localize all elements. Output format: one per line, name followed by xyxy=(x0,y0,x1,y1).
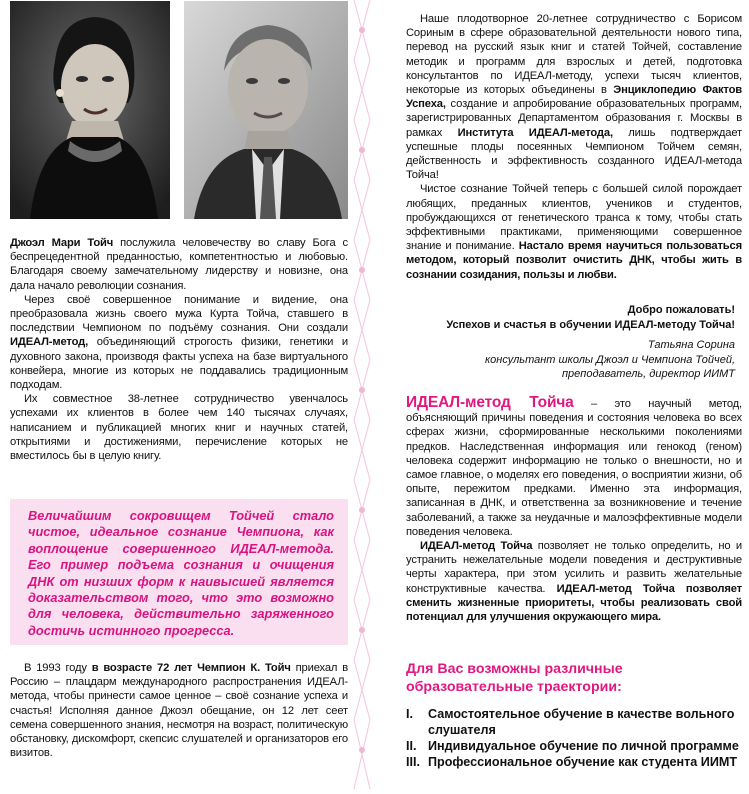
welcome-block xyxy=(446,303,735,332)
text-span: приехал в Россию – плацдарм международного распространения ИДЕАЛ-метода, чтобы принести самое ценное – своё сознание успеха и счастья! Исполняя данное Джоэл обещание, он 12 лет сеет семена совершенного знания, несмотря на возраст, политическую обстановку, дискомфорт, скепсис слушателей и организаторов его визитов. xyxy=(10,662,348,760)
paragraph-1993 xyxy=(10,661,348,760)
right-text-block-1 xyxy=(406,12,742,282)
paragraph-method-benefits xyxy=(406,539,742,624)
signature-name: Татьяна Сорина xyxy=(647,339,735,351)
signature-role-2: преподаватель, директор ИИМТ xyxy=(562,368,735,380)
bold-span: ИДЕАЛ-метод Тойча позволяет сменить жизненные приоритеты, чтобы реализовать свой потенциал для улучшения окружающего мира. xyxy=(406,582,743,624)
list-item xyxy=(406,706,746,738)
text-span: создание и апробирование образовательных программ, зарегистрированных Департаментом образования г. Москвы в рамках xyxy=(406,98,742,139)
text-span: – это научный метод, объясняющий причины поведения и состояния человека во всех сферах жизни, сформированные несколькими поколениями предков. Наследственная информация или генокод (геном) человека содержит информацию не только о внешности, но и самое главное, о моделях его поведения, о восприятии жизни, об опыте, пережитом предками. Именно эта информация, записанная в ДНК, и ответственна за возникновение и течение заболеваний, а также за неудачные и малоэффективные модели поведения человека. xyxy=(406,398,742,538)
text-span: позволяет не только определить, но и устранить нежелательные модели поведения и деструктивные черты характера, при этом усилить и развить желательные конструктивные качества. xyxy=(406,540,742,595)
list-item xyxy=(406,754,746,770)
bold-span: ИДЕАЛ-метод Тойча xyxy=(420,540,533,553)
quote-box xyxy=(10,499,348,645)
decorative-dna-pattern xyxy=(352,0,372,789)
paragraph-method-definition xyxy=(406,396,742,539)
joel-name: Джоэл Мари Тойч xyxy=(10,237,114,249)
welcome-text: Добро пожаловать! xyxy=(627,304,735,316)
quote-text: Величайшим сокровищем Тойчей стало чистое, идеальное сознание Чемпиона, как воплощение совершенного ИДЕАЛ-метода. Его пример подъема сознания и очищения ДНК от низших форм к наивысшей является доказательством того, что это возможно для человека, действительно заряженного достичь истинного прогресса. xyxy=(28,508,334,638)
item-text: Профессиональное обучение как студента ИИМТ xyxy=(428,755,738,769)
item-number: III. xyxy=(406,755,420,769)
item-text: Индивидуальное обучение по личной программе xyxy=(428,739,739,753)
text-span: Наше плодотворное 20-летнее сотрудничество с Борисом Сориным в сфере образовательной деятельности нового типа, перевод на русский язык книг и статей Тойчей, составление методик и программ для взрослых и детей, подготовка консультантов по ИДЕАЛ-методу, успехи тысяч клиентов, некоторые из которых объединены в xyxy=(406,13,742,97)
paragraph-cooperation: Их совместное 38-летнее сотрудничество увенчалось успехами их клиентов в более чем 140 тысячах случаях, написанием и публикацией многих книг и научных статей, открытиями и достижениями, перечисление которых не вместилось бы в целую книгу. xyxy=(10,393,348,463)
left-text-block-1 xyxy=(10,236,348,463)
trajectories-heading: Для Вас возможны различные образовательные траектории: xyxy=(406,661,623,695)
photo-kurt-toich xyxy=(184,1,348,219)
paragraph-sorin xyxy=(406,12,742,182)
item-number: I. xyxy=(406,707,413,721)
trajectories-list xyxy=(406,706,746,770)
signature-role-1: консультант школы Джоэл и Чемпиона Тойчей, xyxy=(484,353,735,366)
bold-span: Энциклопедию Фактов Успеха, xyxy=(406,84,743,111)
right-text-block-2 xyxy=(406,396,742,624)
bold-span: Настало время научиться пользоваться методом, который позволит очистить ДНК, чтобы жить в сознании созидания, пользы и любви. xyxy=(406,240,742,281)
left-text-block-2 xyxy=(10,661,348,760)
item-text: Самостоятельное обучение в качестве вольного слушателя xyxy=(428,707,735,737)
paragraph-pure-consciousness xyxy=(406,182,742,281)
bold-span: Института ИДЕАЛ-метода, xyxy=(457,126,613,139)
bold-span: в возрасте 72 лет Чемпион К. Тойч xyxy=(91,662,291,674)
text-span: объединяющий строгость физики, генетики и духовного закона, производя факты успеха на базе виртуального конвейера, многие из которых не поддавались традиционным подходам. xyxy=(10,336,348,392)
text-span: лишь подтверждает успешные плоды посеянных Чемпионом Тойчем семян, действенность и эффективность созданного ИДЕАЛ-метода Тойча! xyxy=(406,126,743,182)
text-span: Чистое сознание Тойчей теперь с большей силой порождает любящих, преданных клиентов, учеников и студентов, пробуждающихся от генетического транса к тому, чтобы стать эффективными практиками, применяющими совершенное знание и понимание. xyxy=(406,183,742,253)
item-number: II. xyxy=(406,739,417,753)
paragraph-joel xyxy=(10,236,348,293)
text-span: В 1993 году xyxy=(24,662,92,674)
list-item xyxy=(406,738,746,754)
text-span: Через своё совершенное понимание и видение, она преобразовала жизнь своего мужа Курта Тойча, ставшего в последствии Чемпионом по подъёму сознания. Они создали xyxy=(10,293,348,335)
paragraph-method-creation xyxy=(10,293,348,392)
bold-span: ИДЕАЛ-метод, xyxy=(10,336,89,349)
photo-joel-mari-toich xyxy=(10,1,170,219)
method-title: ИДЕАЛ-метод Тойча xyxy=(406,394,574,411)
signature-block xyxy=(485,338,735,382)
joel-text: послужила человечеству во славу Бога с беспрецедентной преданностью, компетентностью и любовью. Благодаря своему замечательному лидерству и новизне, она дала начало революции сознания. xyxy=(10,237,348,292)
wish-text: Успехов и счастья в обучении ИДЕАЛ-методу Тойча! xyxy=(446,318,735,331)
